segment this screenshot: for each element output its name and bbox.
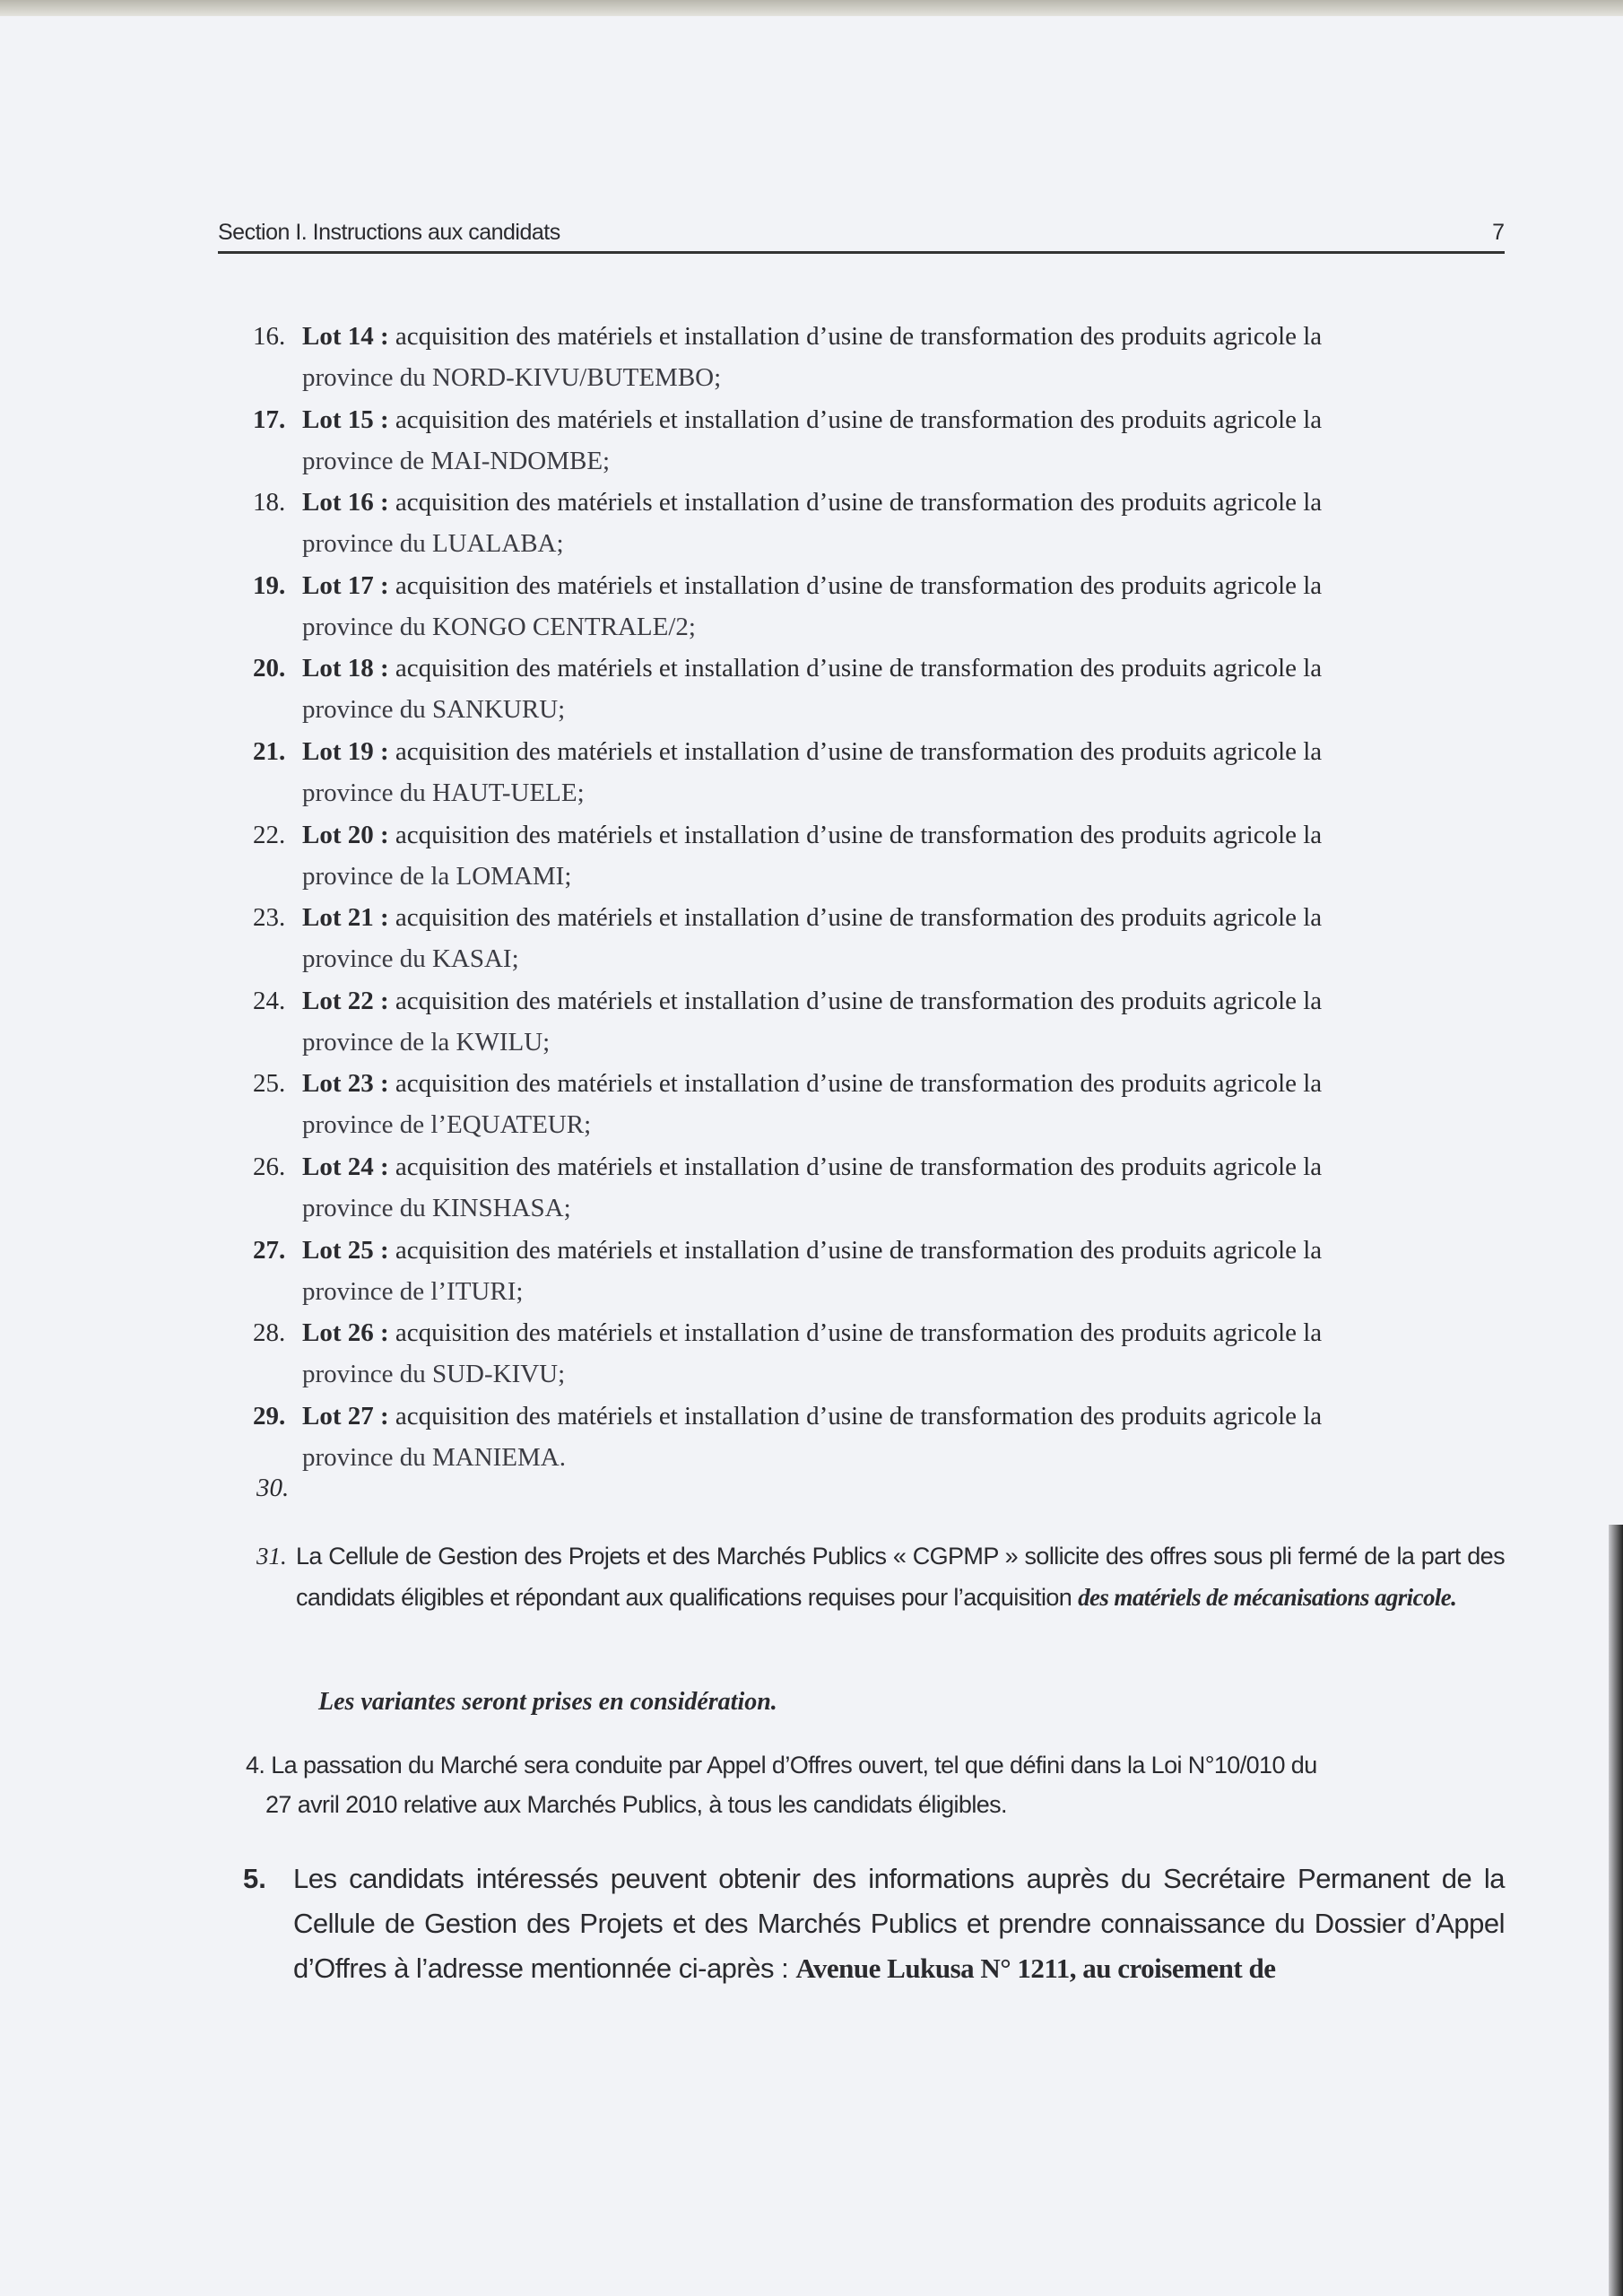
paragraph-number: 5. (243, 1863, 266, 1894)
item-number: 20. (253, 654, 286, 683)
lot-label: Lot 23 : (302, 1069, 389, 1099)
province: province de l’ITURI; (302, 1276, 524, 1306)
item-number: 18. (253, 488, 286, 517)
lot-description: acquisition des matériels et installation d’usine de transformation des produits agricole la (395, 1318, 1323, 1348)
item-number: 27. (253, 1235, 286, 1265)
lot-description: acquisition des matériels et installation d’usine de transformation des produits agricole la (395, 1235, 1323, 1265)
province: province du KONGO CENTRALE/2; (302, 612, 696, 641)
lot-label: Lot 16 : (302, 488, 389, 517)
list-item-30: 30. (256, 1474, 290, 1502)
lot-label: Lot 18 : (302, 654, 389, 683)
province: province de MAI-NDOMBE; (302, 446, 611, 475)
lot-description: acquisition des matériels et installation d’usine de transformation des produits agricole la (395, 404, 1323, 434)
lot-description: acquisition des matériels et installation d’usine de transformation des produits agricole la (395, 1069, 1323, 1099)
item-number: 29. (253, 1401, 286, 1431)
lot-description: acquisition des matériels et installation d’usine de transformation des produits agricole la (395, 1152, 1323, 1181)
page-header (218, 213, 1505, 254)
list-item (253, 316, 1505, 398)
province: province de la LOMAMI; (302, 861, 572, 891)
province: province du HAUT-UELE; (302, 778, 585, 807)
lot-label: Lot 22 : (302, 986, 389, 1015)
scan-right-edge (1609, 1525, 1623, 2296)
lot-description: acquisition des matériels et installation d’usine de transformation des produits agricole la (395, 736, 1323, 766)
item-number: 23. (253, 903, 286, 933)
scan-top-edge (0, 0, 1623, 16)
paragraph-5 (243, 1857, 1505, 1991)
province: province du KINSHASA; (302, 1193, 571, 1222)
lot-label: Lot 19 : (302, 736, 389, 766)
province: province du NORD-KIVU/BUTEMBO; (302, 363, 722, 392)
page-number: 7 (1492, 220, 1505, 245)
list-item (253, 731, 1505, 813)
list-item (253, 1063, 1505, 1145)
list-item (253, 1146, 1505, 1229)
list-item (253, 1396, 1505, 1478)
lot-label: Lot 25 : (302, 1235, 389, 1265)
list-item (253, 980, 1505, 1063)
address: Avenue Lukusa N° 1211, au croisement de (795, 1952, 1276, 1984)
list-item (253, 399, 1505, 482)
paragraph-text: Les candidats intéressés peuvent obtenir des informations auprès du Secrétaire Permanent de la Cellule de Gestion des Projets et des Marchés Publics et prendre connaissance du Dossier d’Appel d’Offres à l’adresse mentionnée ci-après : (293, 1863, 1505, 1984)
lot-label: Lot 26 : (302, 1318, 389, 1348)
list-item (253, 648, 1505, 730)
lot-label: Lot 15 : (302, 404, 389, 434)
list-item (253, 897, 1505, 979)
lot-label: Lot 17 : (302, 570, 389, 600)
list-item (253, 814, 1505, 897)
paragraph-number: 31. (256, 1543, 287, 1570)
lot-list (253, 316, 1505, 1478)
item-number: 17. (253, 404, 286, 434)
item-number: 25. (253, 1069, 286, 1099)
lot-description: acquisition des matériels et installation d’usine de transformation des produits agricole la (395, 1401, 1323, 1431)
list-item (253, 565, 1505, 648)
variantes-note: Les variantes seront prises en considération. (318, 1688, 777, 1716)
province: province du SANKURU; (302, 695, 566, 725)
province: province du LUALABA; (302, 529, 564, 559)
province: province de l’EQUATEUR; (302, 1110, 592, 1140)
paragraph-text: La Cellule de Gestion des Projets et des Marchés Publics « CGPMP » sollicite des offres sous pli fermé de la part des candidats éligibles et répondant aux qualifications requises pour l’acquisition (296, 1543, 1505, 1611)
lot-description: acquisition des matériels et installation d’usine de transformation des produits agricole la (395, 820, 1323, 849)
list-item (253, 1312, 1505, 1395)
paragraph-line: 27 avril 2010 relative aux Marchés Publics, à tous les candidats éligibles. (265, 1791, 1007, 1818)
item-number: 26. (253, 1152, 286, 1181)
paragraph-line: 4. La passation du Marché sera conduite par Appel d’Offres ouvert, tel que défini dans la Loi N°10/010 du (246, 1752, 1317, 1779)
paragraph-31 (256, 1535, 1505, 1618)
item-number: 22. (253, 820, 286, 849)
lot-label: Lot 24 : (302, 1152, 389, 1181)
province: province de la KWILU; (302, 1027, 551, 1057)
list-item (253, 482, 1505, 564)
paragraph-4 (246, 1745, 1505, 1824)
lot-description: acquisition des matériels et installation d’usine de transformation des produits agricole la (395, 488, 1323, 517)
item-number: 19. (253, 570, 286, 600)
lot-label: Lot 14 : (302, 322, 389, 351)
item-number: 16. (253, 322, 286, 351)
lot-description: acquisition des matériels et installation d’usine de transformation des produits agricole la (395, 654, 1323, 683)
lot-description: acquisition des matériels et installation d’usine de transformation des produits agricole la (395, 986, 1323, 1015)
lot-label: Lot 20 : (302, 820, 389, 849)
paragraph-emphasis: des matériels de mécanisations agricole. (1078, 1584, 1457, 1611)
lot-label: Lot 27 : (302, 1401, 389, 1431)
section-title: Section I. Instructions aux candidats (218, 220, 560, 245)
lot-description: acquisition des matériels et installation d’usine de transformation des produits agricole la (395, 903, 1323, 933)
province: province du MANIEMA. (302, 1442, 566, 1472)
province: province du KASAI; (302, 944, 519, 974)
lot-label: Lot 21 : (302, 903, 389, 933)
province: province du SUD-KIVU; (302, 1360, 566, 1389)
item-number: 28. (253, 1318, 286, 1348)
list-item (253, 1230, 1505, 1312)
item-number: 21. (253, 736, 286, 766)
lot-description: acquisition des matériels et installation d’usine de transformation des produits agricole la (395, 570, 1323, 600)
lot-description: acquisition des matériels et installation d’usine de transformation des produits agricole la (395, 322, 1323, 351)
item-number: 24. (253, 986, 286, 1015)
